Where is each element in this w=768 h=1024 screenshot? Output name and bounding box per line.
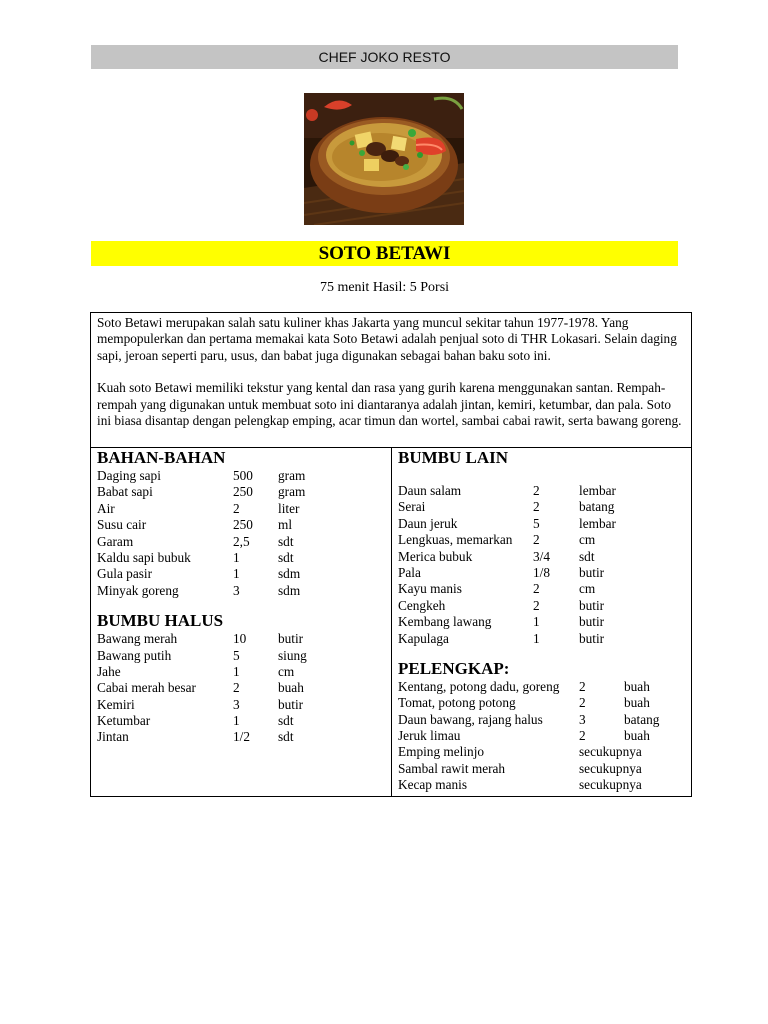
ingredient-name: Bawang putih [97,647,172,663]
bahan-heading: BAHAN-BAHAN [97,448,226,467]
ingredient-unit: butir [579,597,605,613]
ingredient-name: Daging sapi [97,468,161,483]
ingredient-unit: ml [278,517,293,533]
ingredient-qty: 250 [233,484,253,500]
ingredient-unit: cm [579,532,596,548]
ingredient-name: Serai [398,499,426,515]
ingredient-row [398,549,688,565]
ingredient-qty: 1 [233,713,240,729]
ingredient-name: Ketumbar [97,713,151,729]
right-column [398,448,688,794]
ingredient-unit: sdm [278,582,301,598]
ingredient-row [97,583,387,599]
ingredient-unit: lembar [579,483,616,498]
ingredient-qty: 1 [533,630,540,646]
ingredient-unit: sdt [278,729,294,745]
recipe-description [97,315,687,429]
ingredient-name: Daun jeruk [398,515,458,531]
ingredient-row [97,468,387,484]
description-paragraph: Kuah soto Betawi memiliki tekstur yang kental dan rasa yang gurih karena menggunakan santan. Rempah-rempah yang digunakan untuk membuat soto ini diantaranya adalah jintan, kemiri, ketumbar, dan pala. Soto ini biasa disantap dengan pelengkap emping, acar timun dan wortel, sambai cabai rawit, serta bawang goreng. [97,380,682,429]
soto-betawi-photo [304,93,464,225]
ingredient-unit: buah [624,678,650,694]
ingredient-row [398,712,688,728]
pelengkap-heading: PELENGKAP: [398,658,510,678]
ingredient-name: Daun salam [398,483,462,498]
left-column [97,448,387,746]
ingredient-qty: 2 [579,728,586,744]
ingredient-unit: butir [579,564,605,580]
ingredient-qty: 2 [533,597,540,613]
ingredient-row [97,664,387,680]
ingredient-unit: sdt [579,548,595,564]
ingredient-qty: 2 [533,483,540,498]
ingredient-row [398,761,688,777]
ingredient-name: Jahe [97,663,121,679]
ingredient-unit: butir [278,696,304,712]
ingredient-name: Susu cair [97,517,147,533]
ingredient-name: Kemiri [97,696,135,712]
ingredient-row [97,566,387,582]
ingredient-unit: butir [579,630,605,646]
ingredient-row [398,679,688,695]
ingredient-row [398,777,688,793]
ingredient-row [398,598,688,614]
ingredient-name: Tomat, potong potong [398,695,516,711]
ingredient-unit: cm [579,581,596,597]
ingredient-qty: 3 [579,711,586,727]
ingredient-qty: 3/4 [533,548,550,564]
ingredient-qty: 1 [233,566,240,582]
soup-bowl-image [304,93,464,225]
ingredient-name: Garam [97,533,134,549]
ingredient-name: Jintan [97,729,129,745]
ingredient-unit: sdt [278,713,294,729]
ingredient-name: Jeruk limau [398,728,461,744]
ingredient-row [97,534,387,550]
ingredient-qty: 3 [233,696,240,712]
recipe-title: SOTO BETAWI [91,241,678,266]
ingredient-name: Daun bawang, rajang halus [398,711,543,727]
ingredient-name: Kapulaga [398,630,449,646]
ingredient-row [398,532,688,548]
ingredient-unit: buah [278,680,304,696]
ingredient-name: Minyak goreng [97,582,179,598]
ingredient-unit: sdt [278,549,294,565]
ingredient-qty: secukupnya [579,744,642,760]
ingredient-row [97,631,387,647]
recipe-table [90,312,692,797]
ingredient-row [398,565,688,581]
ingredient-qty: 2 [233,680,240,696]
ingredient-row [398,695,688,711]
ingredient-name: Kentang, potong dadu, goreng [398,678,560,694]
ingredient-name: Kembang lawang [398,614,492,630]
ingredient-row [398,483,688,499]
ingredient-unit: gram [278,484,306,500]
ingredient-qty: 1/2 [233,729,250,745]
ingredient-qty: 2 [533,499,540,515]
ingredient-name: Air [97,500,115,516]
ingredient-qty: 2 [233,500,240,516]
bumbu-lain-list [398,483,688,647]
ingredient-qty: 1/8 [533,564,550,580]
ingredient-unit: liter [278,500,300,516]
ingredient-qty: secukupnya [579,777,642,793]
ingredient-qty: 5 [533,515,540,531]
ingredient-qty: 2 [533,581,540,597]
ingredient-unit: butir [579,614,605,630]
pelengkap-list [398,679,688,794]
ingredient-unit: siung [278,647,307,663]
ingredient-name: Merica bubuk [398,548,473,564]
ingredient-name: Kaldu sapi bubuk [97,549,191,565]
bumbu-halus-list [97,631,387,746]
ingredient-row [97,501,387,517]
ingredient-name: Sambal rawit merah [398,760,506,776]
ingredient-row [97,517,387,533]
ingredient-row [97,697,387,713]
ingredient-name: Kayu manis [398,581,462,597]
ingredient-row [398,499,688,515]
ingredient-row [398,516,688,532]
ingredient-name: Cabai merah besar [97,680,196,696]
ingredient-row [398,728,688,744]
ingredient-unit: cm [278,663,295,679]
ingredient-row [97,484,387,500]
bumbu-lain-heading: BUMBU LAIN [398,448,509,467]
bumbu-halus-heading: BUMBU HALUS [97,611,224,631]
ingredient-qty: 10 [233,631,247,647]
ingredient-row [97,648,387,664]
ingredient-name: Gula pasir [97,566,153,582]
ingredient-row [97,729,387,745]
description-paragraph: Soto Betawi merupakan salah satu kuliner khas Jakarta yang muncul sekitar tahun 1977-1978. Yang mempopulerkan dan pertama memakai kata Soto Betawi adalah penjual soto di THR Lokasari. Selain daging sapi, jeroan seperti paru, usus, dan babat juga digunakan sebagai bahan baku soto ini. [97,315,677,363]
restaurant-header: CHEF JOKO RESTO [91,45,678,69]
ingredient-unit: buah [624,695,650,711]
ingredient-row [398,631,688,647]
ingredient-name: Pala [398,564,421,580]
ingredient-unit: butir [278,631,304,647]
ingredient-unit: batang [579,499,615,515]
ingredient-name: Bawang merah [97,631,178,647]
ingredient-row [97,713,387,729]
ingredient-qty: 1 [233,549,240,565]
ingredient-name: Babat sapi [97,484,153,500]
ingredient-name: Lengkuas, memarkan [398,532,513,548]
ingredient-qty: 500 [233,468,253,483]
ingredient-row [97,680,387,696]
ingredient-unit: batang [624,711,660,727]
bahan-list [97,468,387,599]
recipe-meta: 75 menit Hasil: 5 Porsi [319,280,450,295]
ingredient-qty: 3 [233,582,240,598]
ingredient-unit: buah [624,728,650,744]
ingredient-name: Cengkeh [398,597,446,613]
ingredient-qty: 1 [533,614,540,630]
ingredient-qty: 2 [579,678,586,694]
table-divider-vertical [391,447,392,797]
ingredient-row [97,550,387,566]
ingredient-row [398,614,688,630]
ingredient-qty: 2 [579,695,586,711]
ingredient-unit: lembar [579,515,616,531]
ingredient-qty: 250 [233,517,253,533]
ingredient-qty: 2,5 [233,533,250,549]
ingredient-row [398,744,688,760]
ingredient-name: Kecap manis [398,777,468,793]
ingredient-name: Emping melinjo [398,744,485,760]
ingredient-qty: secukupnya [579,760,642,776]
ingredient-qty: 5 [233,647,240,663]
ingredient-unit: sdm [278,566,301,582]
ingredient-unit: gram [278,468,306,483]
ingredient-unit: sdt [278,533,294,549]
ingredient-qty: 2 [533,532,540,548]
ingredient-qty: 1 [233,663,240,679]
ingredient-row [398,581,688,597]
